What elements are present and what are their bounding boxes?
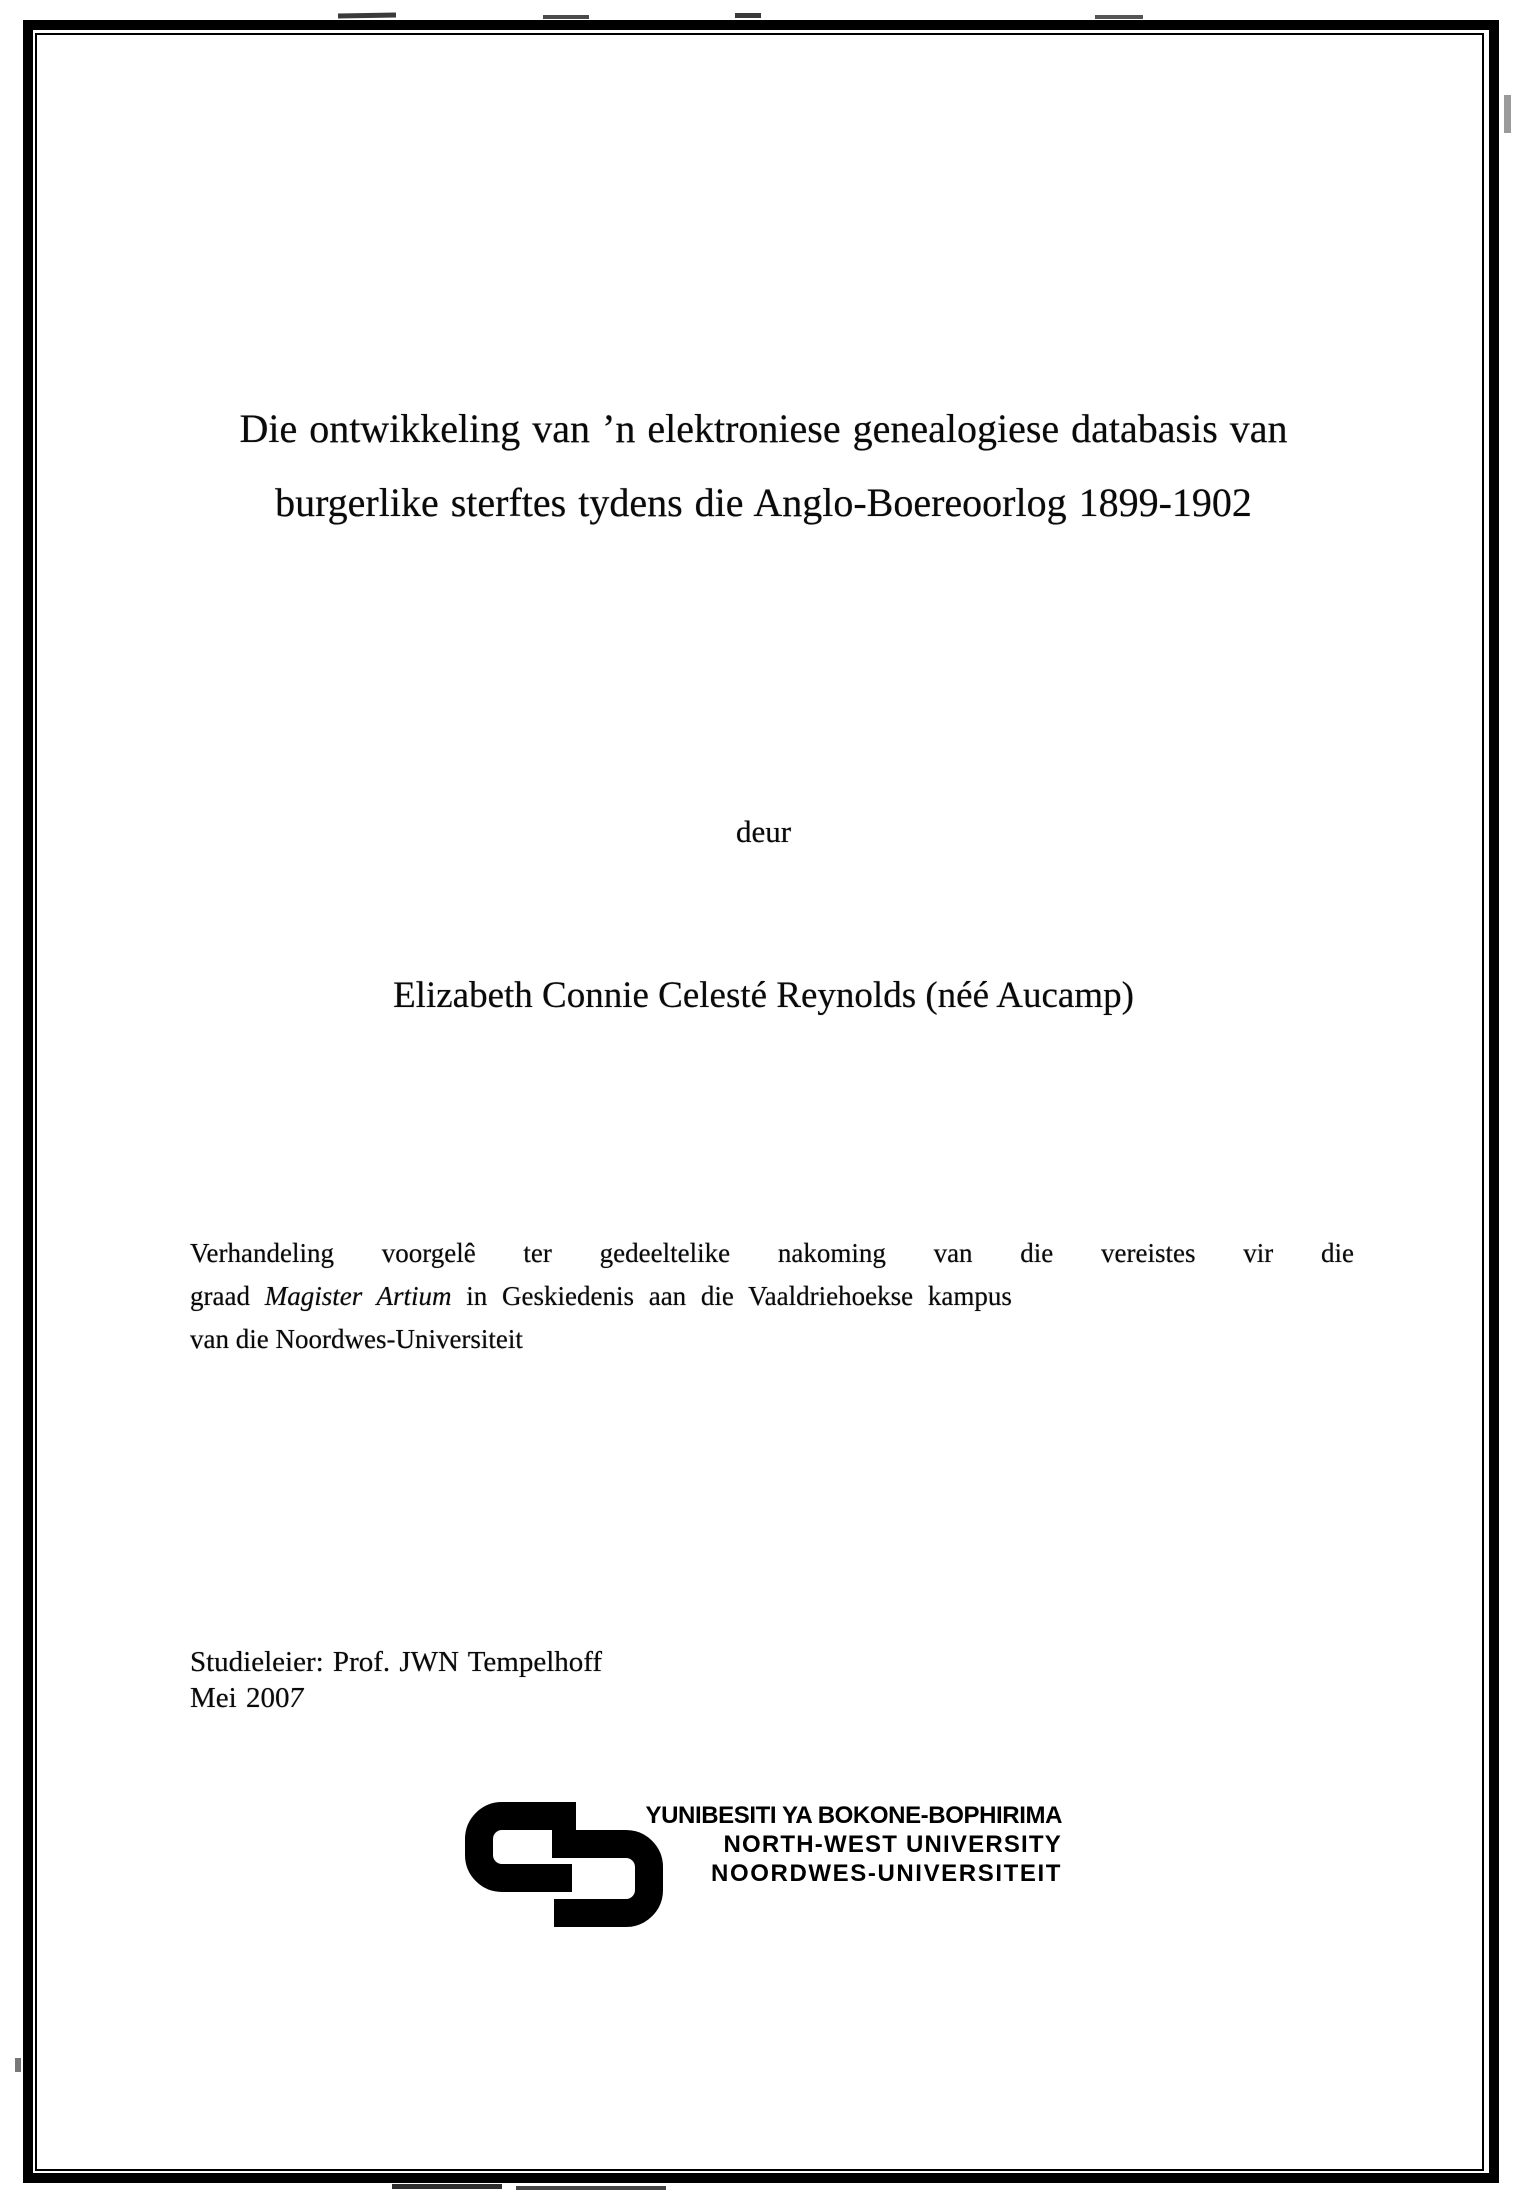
thesis-title bbox=[100, 392, 1427, 540]
thesis-statement-line1: Verhandeling voorgelê ter gedeeltelike nakoming van die vereistes vir die bbox=[190, 1238, 1354, 1268]
scan-artifact bbox=[543, 15, 589, 19]
scan-artifact bbox=[735, 13, 761, 18]
author-name: Elizabeth Connie Celesté Reynolds (néé Aucamp) bbox=[393, 975, 1134, 1016]
date-line bbox=[190, 1680, 1090, 1716]
university-name-setswana: YUNIBESITI YA BOKONE-BOPHIRIMA bbox=[645, 1802, 1062, 1829]
scan-artifact bbox=[392, 2184, 502, 2189]
scan-artifact bbox=[1504, 95, 1511, 133]
thesis-statement-line3: van die Noordwes-Universiteit bbox=[190, 1324, 523, 1354]
scan-artifact bbox=[15, 2058, 21, 2072]
statement-line2-prefix: graad bbox=[190, 1281, 265, 1311]
scan-artifact bbox=[516, 2186, 666, 2190]
scan-artifact bbox=[1095, 15, 1143, 19]
scan-artifact bbox=[338, 12, 396, 18]
thesis-title-line1: Die ontwikkeling van ’n elektroniese genealogiese databasis van bbox=[239, 406, 1288, 451]
byline-deur: deur bbox=[735, 814, 792, 849]
university-logo-text bbox=[580, 1801, 1062, 1888]
date-line-text: Mei 200 bbox=[190, 1682, 290, 1714]
date-line-last-digit: 7 bbox=[287, 1682, 307, 1714]
thesis-statement bbox=[190, 1232, 1354, 1361]
thesis-statement-line2 bbox=[190, 1275, 1354, 1318]
university-name-afrikaans: NOORDWES-UNIVERSITEIT bbox=[711, 1860, 1062, 1887]
supervisor-line: Studieleier: Prof. JWN Tempelhoff bbox=[190, 1646, 603, 1678]
statement-line2-suffix: in Geskiedenis aan die Vaaldriehoekse kampus bbox=[451, 1281, 1012, 1311]
degree-name: Magister Artium bbox=[264, 1281, 452, 1311]
thesis-title-line2: burgerlike sterftes tydens die Anglo-Boereoorlog 1899-1902 bbox=[275, 480, 1252, 525]
university-name-english: NORTH-WEST UNIVERSITY bbox=[723, 1831, 1062, 1858]
supervisor-block bbox=[190, 1644, 1090, 1716]
